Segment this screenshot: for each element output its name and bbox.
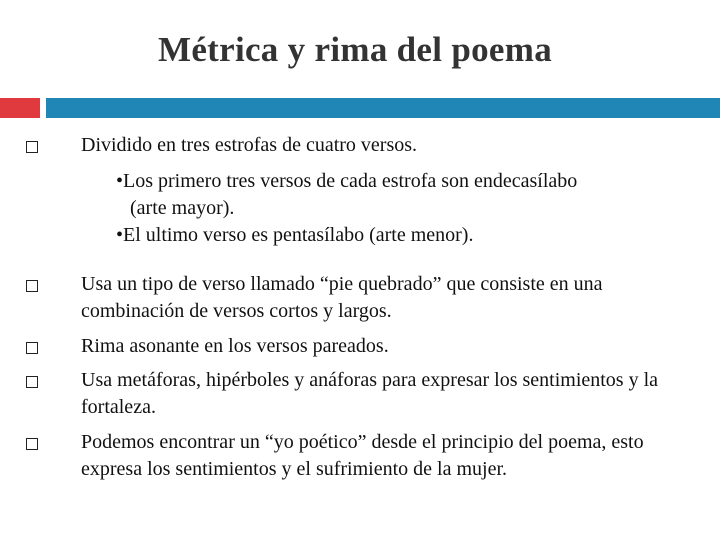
bullet-text: Podemos encontrar un “yo poético” desde el principio del poema, esto expresa los sentimientos y el sufrimiento de la mujer. (81, 431, 644, 480)
hollow-square-icon (26, 438, 38, 450)
hollow-square-icon (26, 141, 38, 153)
bullet-dot-icon: • (116, 224, 124, 246)
bullet-text: Rima asonante en los versos pareados. (81, 335, 389, 357)
slide-title: Métrica y rima del poema (157, 30, 552, 69)
accent-bar-red (0, 98, 40, 118)
bullet-text: Usa un tipo de verso llamado “pie quebrado” que consiste en una combinación de versos cortos y largos. (81, 273, 603, 322)
bullet-text: Dividido en tres estrofas de cuatro versos. (81, 134, 418, 156)
sub-bullet-text: Los primero tres versos de cada estrofa son endecasílabo (123, 170, 578, 192)
hollow-square-icon (26, 342, 38, 354)
sub-bullet-item (116, 222, 686, 249)
sub-bullet-text-continuation: (arte mayor). (130, 197, 235, 219)
bullet-dot-icon: • (116, 170, 124, 192)
hollow-square-icon (26, 280, 38, 292)
bullet-text: Usa metáforas, hipérboles y anáforas para expresar los sentimientos y la fortaleza. (81, 369, 659, 418)
sub-bullet-text: El ultimo verso es pentasílabo (arte menor). (123, 224, 474, 246)
hollow-square-icon (26, 376, 38, 388)
accent-bar-blue (46, 98, 720, 118)
sub-bullet-item (116, 168, 686, 222)
